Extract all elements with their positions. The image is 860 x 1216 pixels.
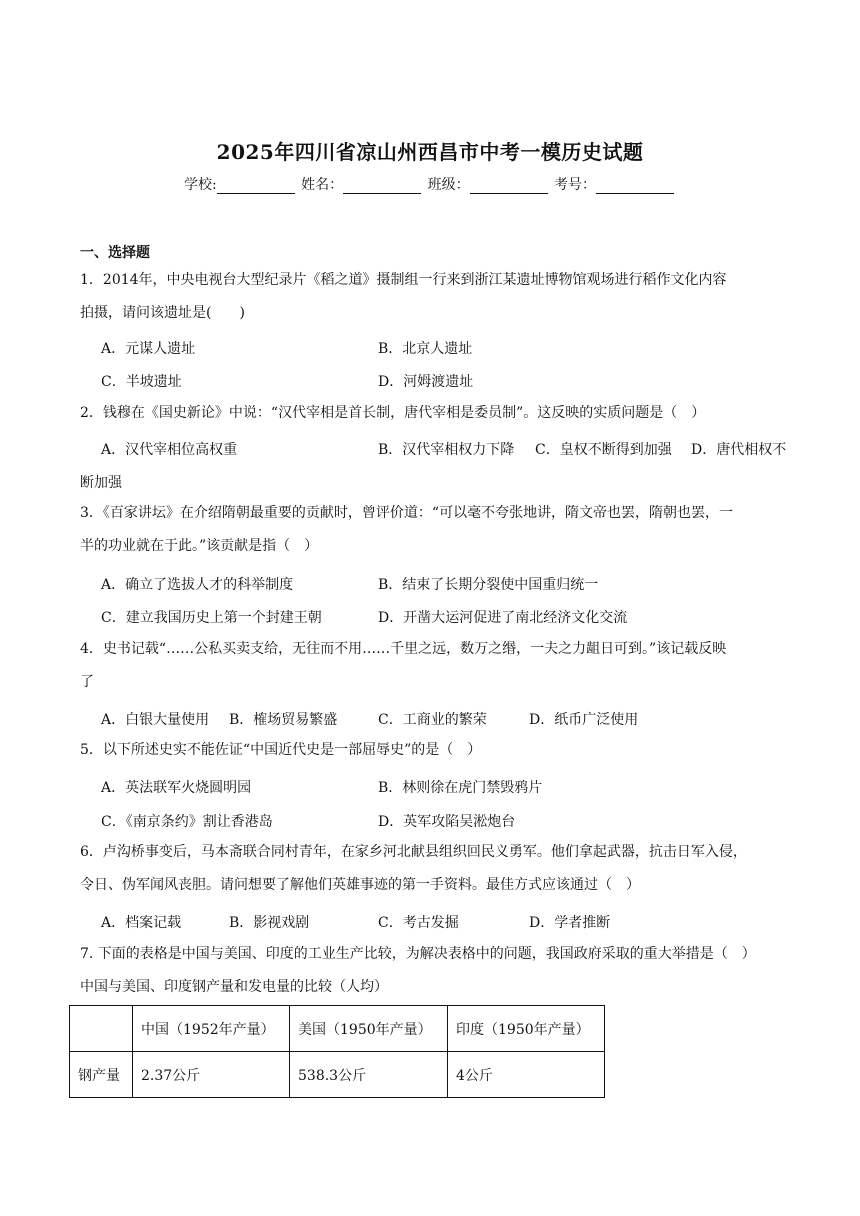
option-b[interactable]: B．汉代宰相权力下降 [378,442,515,458]
question-line: 3．《百家讲坛》在介绍隋朝最重要的贡献时，曾评价道：“可以毫不夸张地讲，隋文帝也罢，隋朝也罢，一 [80,505,734,521]
option-d[interactable]: D．河姆渡遗址 [378,374,474,390]
option-c[interactable]: C．考古发掘 [378,915,459,931]
table-header-row [70,1006,605,1052]
comparison-table [69,1005,605,1098]
school-blank[interactable] [217,179,295,194]
question-3 [80,497,785,563]
student-info-line [0,174,860,194]
section-heading: 一、选择题 [80,245,150,261]
question-line: 7. 下面的表格是中国与美国、印度的工业生产比较，为解决表格中的问题，我国政府采取的重大举措是（ ） [80,946,756,962]
option-d[interactable]: D．开凿大运河促进了南北经济文化交流 [378,610,628,626]
question-4 [80,633,785,699]
option-d-continuation: 断加强 [80,475,122,491]
number-label: 考号： [554,177,597,193]
option-a[interactable]: A．英法联军火烧圆明园 [101,780,252,796]
name-blank[interactable] [343,179,421,194]
option-c[interactable]: C．《南京条约》割让香港岛 [101,814,273,830]
option-d[interactable]: D．唐代相权不 [691,442,787,458]
class-label: 班级： [427,177,470,193]
question-line: 5．以下所述史实不能佐证“中国近代史是一部屈辱史”的是（ ） [80,742,482,758]
option-a[interactable]: A．元谋人遗址 [101,341,196,357]
option-a[interactable]: A．汉代宰相位高权重 [101,442,238,458]
option-c[interactable]: C．工商业的繁荣 [378,712,487,728]
question-6 [80,836,785,902]
table-cell: 4公斤 [448,1052,605,1098]
option-d[interactable]: D．纸币广泛使用 [529,712,639,728]
question-5 [80,734,785,767]
option-a[interactable]: A．档案记载 [101,915,182,931]
option-b[interactable]: B．榷场贸易繁盛 [229,712,338,728]
table-header-cell: 美国（1950年产量） [290,1006,448,1052]
question-7 [80,938,785,1004]
option-b[interactable]: B．林则徐在虎门禁毁鸦片 [378,780,543,796]
page-title: 2025年四川省凉山州西昌市中考一模历史试题 [216,140,644,164]
question-line: 令日、伪军闻风丧胆。请问想要了解他们英雄事迹的第一手资料。最佳方式应该通过（ ） [80,877,640,893]
option-c[interactable]: C．建立我国历史上第一个封建王朝 [101,610,322,626]
option-a[interactable]: A．白银大量使用 [101,712,210,728]
question-line: 半的功业就在于此。”该贡献是指（ ） [80,538,319,554]
option-b[interactable]: B．结束了长期分裂使中国重归统一 [378,577,599,593]
table-cell: 钢产量 [70,1052,133,1098]
table-cell: 2.37公斤 [133,1052,290,1098]
table-cell: 538.3公斤 [290,1052,448,1098]
class-blank[interactable] [470,179,548,194]
question-line: 了 [80,674,94,690]
question-line: 2．钱穆在《国史新论》中说：“汉代宰相是首长制，唐代宰相是委员制”。这反映的实质问题是（ ） [80,405,706,421]
option-c[interactable]: C．皇权不断得到加强 [535,442,672,458]
question-line: 4．史书记载“……公私买卖支给，无往而不用……千里之远，数万之缗，一夫之力龃日可到。”该记载反映 [80,641,727,657]
option-d[interactable]: D．英军攻陷吴淞炮台 [378,814,516,830]
question-line: 1．2014年，中央电视台大型纪录片《稻之道》摄制组一行来到浙江某遗址博物馆观场进行稻作文化内容 [80,272,727,288]
question-line: 拍摄，请问该遗址是( ) [80,305,245,321]
table-header-cell: 印度（1950年产量） [448,1006,605,1052]
option-b[interactable]: B．影视戏剧 [229,915,310,931]
table-row [70,1052,605,1098]
table-header-cell: 中国（1952年产量） [133,1006,290,1052]
option-c[interactable]: C．半坡遗址 [101,374,182,390]
table-caption: 中国与美国、印度钢产量和发电量的比较（人均） [80,979,388,995]
option-b[interactable]: B．北京人遗址 [378,341,473,357]
table-header-cell [70,1006,133,1052]
question-2 [80,397,785,430]
name-label: 姓名： [301,177,344,193]
option-d[interactable]: D．学者推断 [529,915,611,931]
question-line: 6．卢沟桥事变后，马本斋联合同村青年，在家乡河北献县组织回民义勇军。他们拿起武器，抗击日军入侵， [80,844,747,860]
option-a[interactable]: A．确立了选拔人才的科举制度 [101,577,294,593]
number-blank[interactable] [596,179,674,194]
school-label: 学校: [183,177,217,193]
question-1 [80,264,785,330]
